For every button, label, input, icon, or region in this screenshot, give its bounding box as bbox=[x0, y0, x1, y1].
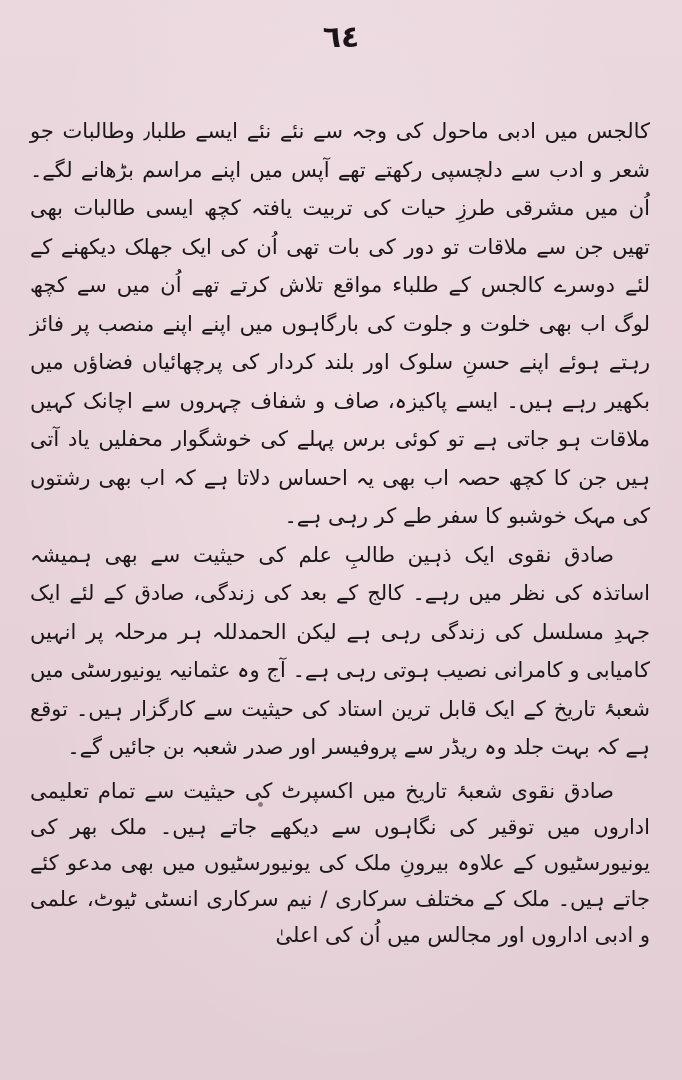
paragraph-college-memories: کالجس میں ادبی ماحول کی وجہ سے نئے نئے ایسے طلبا٫ وطالبات جو شعر و ادب سے دلچسپی رکھتے تھے آپس میں اپنے مراسم بڑھانے لگے۔ اُن میں مشرقی طرزِ حیات کی تربیت یافتہ کچھ ایسی طالبات بھی تھیں جن سے ملاقات تو دور کی بات تھی اُن کی ایک جھلک دیکھنے کے لئے دوسرے کالجس کے طلباء مواقع تلاش کرتے تھے اُن میں سے کچھ لوگ اب بھی خلوت و جلوت کی بارگاہوں میں اپنے اپنے منصب پر فائز رہتے ہوئے اپنے حسنِ سلوک اور بلند کردار کی پرچھائیاں فضاؤں میں بکھیر رہے ہیں۔ ایسے پاکیزہ، صاف و شفاف چہروں سے اچانک کہیں ملاقات ہو جاتی ہے تو کوئی برس پہلے کی خوشگوار محفلیں یاد آتی ہیں جن کا کچھ حصہ اب بھی یہ احساس دلاتا ہے کہ اب بھی رشتوں کی مہک خوشبو کا سفر طے کر رہی ہے۔ bbox=[30, 119, 650, 528]
page-number: ٦٤ bbox=[322, 20, 360, 55]
paragraph-sadiq-expertise: صادق نقوی شعبۂ تاریخ میں اکسپرٹ کی حیثیت سے تمام تعلیمی اداروں میں توقیر کی نگاہوں سے دیکھے جاتے ہیں۔ ملک بھر کی یونیورسٹیوں کے علاوہ بیرونِ ملک کی یونیورسٹیوں میں بھی مدعو کئے جاتے ہیں۔ ملک کے مختلف سرکاری / نیم سرکاری انسٹی ٹیوٹ، علمی و ادبی اداروں اور مجالس میں اُن کی اعلیٰ bbox=[30, 778, 650, 947]
paragraph-sadiq-career: صادق نقوی ایک ذہین طالبِ علم کی حیثیت سے بھی ہمیشہ اساتذہ کی نظر میں رہے۔ کالج کے بعد کی زندگی، صادق کے لئے ایک جہدِ مسلسل کی زندگی رہی ہے لیکن الحمدللہ ہر مرحلہ پر انہیں کامیابی و کامرانی نصیب ہوتی رہی ہے۔ آج وہ عثمانیہ یونیورسٹی میں شعبۂ تاریخ کے ایک قابل ترین استاد کی حیثیت سے کارگزار ہیں۔ توقع ہے کہ بہت جلد وہ ریڈر سے پروفیسر اور صدر شعبہ بن جائیں گے۔ bbox=[30, 542, 650, 759]
paper-speck bbox=[258, 802, 263, 807]
page-body bbox=[30, 112, 650, 953]
